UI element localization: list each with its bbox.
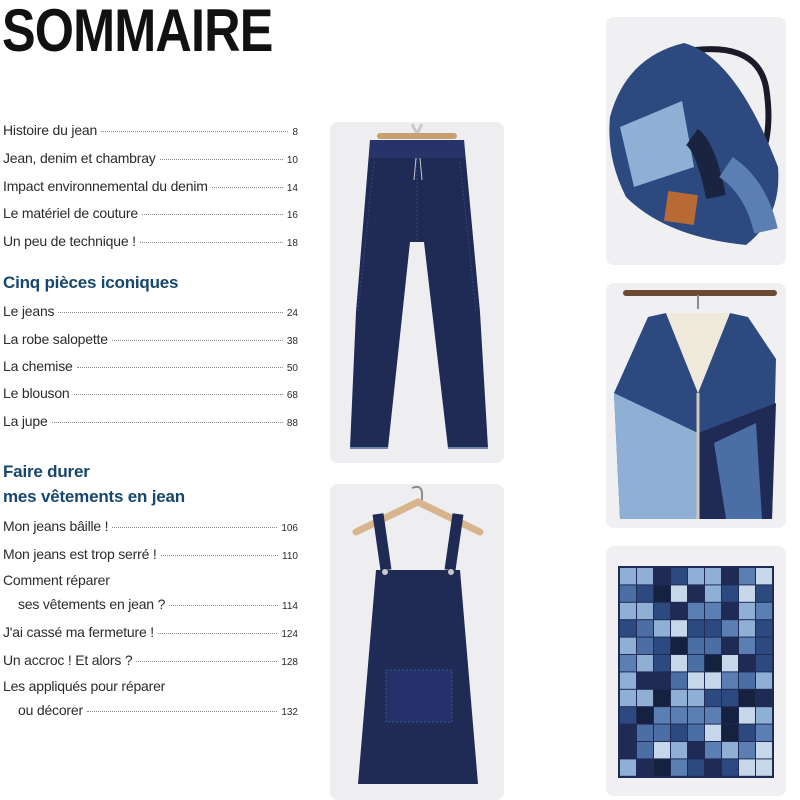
quilt-patch — [705, 568, 721, 584]
quilt-patch — [637, 672, 653, 688]
toc-entry[interactable] — [3, 302, 298, 323]
leader-dots — [87, 711, 277, 712]
toc-entry-label: Le blouson — [3, 385, 70, 401]
quilt-patch — [620, 638, 636, 654]
toc-entry[interactable] — [3, 149, 298, 170]
quilt-patch — [637, 655, 653, 671]
leader-dots — [77, 367, 283, 368]
quilt-patch — [637, 707, 653, 723]
quilt-patch — [637, 568, 653, 584]
toc-entry[interactable] — [3, 232, 298, 253]
quilt-patch — [620, 620, 636, 636]
quilt-patch — [671, 655, 687, 671]
quilt-patch — [688, 759, 704, 775]
section-heading-cinq-pieces: Cinq pièces iconiques — [3, 273, 179, 292]
quilt-patch — [705, 638, 721, 654]
quilt-patch — [671, 620, 687, 636]
toc-entry[interactable] — [3, 651, 298, 672]
toc-entry-label: La robe salopette — [3, 331, 108, 347]
quilt-patch — [671, 568, 687, 584]
toc-entry[interactable] — [3, 412, 298, 433]
vest-photo — [606, 283, 786, 528]
quilt-patch — [688, 655, 704, 671]
jeans-illustration — [330, 122, 504, 463]
quilt-patch — [756, 568, 772, 584]
quilt-patch — [671, 742, 687, 758]
quilt-patch — [705, 585, 721, 601]
toc-entry-label: Histoire du jean — [3, 122, 98, 138]
toc-entry[interactable] — [3, 701, 298, 722]
leader-dots — [101, 131, 288, 132]
quilt-patch — [756, 672, 772, 688]
leader-dots — [52, 422, 283, 423]
leader-dots — [158, 633, 277, 634]
quilt-patch — [671, 603, 687, 619]
quilt-patch — [654, 585, 670, 601]
toc-page-number: 124 — [281, 629, 298, 640]
quilt-patch — [688, 725, 704, 741]
toc-entry[interactable] — [3, 384, 298, 405]
toc-entry[interactable] — [3, 545, 298, 566]
vest-illustration — [606, 283, 786, 528]
quilt-patch — [739, 690, 755, 706]
quilt-patch — [739, 759, 755, 775]
quilt-patch — [705, 655, 721, 671]
quilt-patch — [705, 603, 721, 619]
quilt-patch — [654, 725, 670, 741]
toc-entry-label: ses vêtements en jean ? — [18, 596, 166, 612]
quilt-patch — [654, 759, 670, 775]
quilt-patch — [637, 638, 653, 654]
bag-illustration — [606, 17, 786, 265]
toc-entry-label: Un accroc ! Et alors ? — [3, 652, 133, 668]
quilt-patch — [756, 655, 772, 671]
toc-entry-label: Jean, denim et chambray — [3, 150, 156, 166]
quilt-patch — [637, 620, 653, 636]
toc-page-number: 106 — [281, 523, 298, 534]
quilt-patch — [637, 725, 653, 741]
quilt-patch — [637, 603, 653, 619]
quilt-patch — [705, 759, 721, 775]
table-of-contents — [0, 0, 305, 800]
quilt-patch — [620, 585, 636, 601]
section-heading-faire-durer-line1: Faire durer — [3, 462, 90, 481]
toc-entry[interactable] — [3, 204, 298, 225]
quilt-patch — [739, 585, 755, 601]
quilt-patch — [688, 690, 704, 706]
toc-entry-label: J'ai cassé ma fermeture ! — [3, 624, 154, 640]
leader-dots — [140, 242, 283, 243]
quilt-patch — [671, 585, 687, 601]
toc-page-number: 132 — [281, 707, 298, 718]
toc-page-number: 128 — [281, 657, 298, 668]
quilt-patch — [722, 620, 738, 636]
quilt-patch — [620, 655, 636, 671]
toc-entry[interactable] — [3, 330, 298, 351]
quilt-patch — [654, 690, 670, 706]
quilt-patch — [637, 690, 653, 706]
quilt-patch — [756, 759, 772, 775]
quilt-patch — [671, 725, 687, 741]
toc-entry[interactable] — [3, 177, 298, 198]
leader-dots — [74, 394, 283, 395]
quilt-patch — [705, 707, 721, 723]
jeans-photo — [330, 122, 504, 463]
page-title: SOMMAIRE — [2, 0, 273, 64]
quilt-patch — [722, 742, 738, 758]
pinafore-dress-photo — [330, 484, 504, 800]
quilt-patch — [688, 638, 704, 654]
toc-entry-label: Impact environnemental du denim — [3, 178, 208, 194]
quilt-photo — [606, 546, 786, 796]
quilt-patch — [739, 725, 755, 741]
quilt-patch — [739, 603, 755, 619]
quilt-patch — [688, 568, 704, 584]
toc-entry[interactable] — [3, 623, 298, 644]
quilt-patch — [620, 672, 636, 688]
quilt-patch — [756, 638, 772, 654]
toc-entry[interactable] — [3, 357, 298, 378]
quilt-patch — [756, 585, 772, 601]
quilt-patch — [722, 603, 738, 619]
toc-page-number: 14 — [286, 183, 298, 194]
quilt-patch — [620, 742, 636, 758]
toc-page-number: 10 — [286, 155, 298, 166]
toc-entry-label-line1: Comment réparer — [3, 572, 110, 588]
quilt-patch — [688, 620, 704, 636]
quilt-patch — [620, 690, 636, 706]
quilt-patch — [654, 603, 670, 619]
quilt-patch — [739, 568, 755, 584]
quilt-patch — [654, 638, 670, 654]
quilt-patch — [654, 672, 670, 688]
quilt-patch — [620, 603, 636, 619]
leader-dots — [212, 187, 283, 188]
quilt-patch — [756, 690, 772, 706]
toc-page-number: 24 — [286, 308, 298, 319]
quilt-patch — [620, 759, 636, 775]
quilt-patch — [722, 672, 738, 688]
leader-dots — [142, 214, 283, 215]
quilt-patch — [620, 568, 636, 584]
toc-entry-label: Mon jeans est trop serré ! — [3, 546, 157, 562]
toc-page-number: 110 — [282, 551, 298, 562]
quilt-patch — [722, 725, 738, 741]
quilt-patch — [688, 672, 704, 688]
toc-entry-label: Un peu de technique ! — [3, 233, 136, 249]
quilt-patch — [671, 707, 687, 723]
quilt-patch — [637, 585, 653, 601]
toc-page-number: 16 — [286, 210, 298, 221]
toc-page-number: 38 — [286, 336, 298, 347]
quilt-patch — [705, 672, 721, 688]
quilt-patch — [739, 672, 755, 688]
quilt-patch — [739, 620, 755, 636]
quilt-patch — [671, 759, 687, 775]
toc-page-number: 68 — [286, 390, 298, 401]
toc-entry-label: La jupe — [3, 413, 48, 429]
quilt-patch — [654, 620, 670, 636]
toc-entry-label-line1: Les appliqués pour réparer — [3, 678, 166, 694]
quilt-patch — [671, 672, 687, 688]
toc-entry-label: La chemise — [3, 358, 73, 374]
toc-page-number: 88 — [286, 418, 298, 429]
quilt-patch — [722, 638, 738, 654]
quilt-patch — [654, 655, 670, 671]
pinafore-dress-illustration — [330, 484, 504, 800]
leader-dots — [112, 340, 283, 341]
quilt-patch — [654, 742, 670, 758]
leader-dots — [160, 159, 283, 160]
bag-photo — [606, 17, 786, 265]
quilt-patch — [705, 725, 721, 741]
quilt-patch — [671, 690, 687, 706]
toc-entry[interactable] — [3, 121, 298, 142]
toc-entry-label: ou décorer — [18, 702, 83, 718]
quilt-patch — [688, 585, 704, 601]
toc-page-number: 18 — [286, 238, 298, 249]
quilt-patch — [722, 568, 738, 584]
quilt-patch — [620, 725, 636, 741]
quilt-patch — [722, 655, 738, 671]
toc-entry-label: Mon jeans bâille ! — [3, 518, 109, 534]
quilt-patch — [671, 638, 687, 654]
quilt-patch — [739, 655, 755, 671]
quilt-patch — [688, 603, 704, 619]
toc-entry[interactable] — [3, 595, 298, 616]
toc-entry-label: Le jeans — [3, 303, 55, 319]
quilt-patch — [739, 742, 755, 758]
quilt-patch — [739, 707, 755, 723]
toc-page-number: 114 — [282, 601, 298, 612]
quilt-patch — [756, 725, 772, 741]
toc-entry-label: Le matériel de couture — [3, 205, 138, 221]
quilt-patch — [620, 707, 636, 723]
quilt-patch — [756, 707, 772, 723]
quilt-patch — [654, 568, 670, 584]
quilt-illustration — [606, 546, 786, 796]
leader-dots — [169, 605, 278, 606]
quilt-patch — [756, 742, 772, 758]
section-heading-faire-durer-line2: mes vêtements en jean — [3, 487, 185, 506]
leader-dots — [112, 527, 277, 528]
quilt-patch — [756, 620, 772, 636]
quilt-patch — [722, 690, 738, 706]
leader-dots — [161, 555, 279, 556]
quilt-patch — [705, 620, 721, 636]
quilt-patch — [722, 585, 738, 601]
quilt-patch — [722, 707, 738, 723]
toc-page-number: 8 — [292, 127, 298, 138]
toc-entry[interactable] — [3, 517, 298, 538]
quilt-patch — [654, 707, 670, 723]
leader-dots — [136, 661, 277, 662]
quilt-patch — [688, 707, 704, 723]
quilt-patch — [688, 742, 704, 758]
quilt-patch — [637, 742, 653, 758]
leader-dots — [58, 312, 283, 313]
toc-page-number: 50 — [286, 363, 298, 374]
quilt-patch — [756, 603, 772, 619]
quilt-patch — [705, 742, 721, 758]
quilt-patch — [739, 638, 755, 654]
quilt-patch — [637, 759, 653, 775]
quilt-patch — [722, 759, 738, 775]
quilt-patch — [705, 690, 721, 706]
